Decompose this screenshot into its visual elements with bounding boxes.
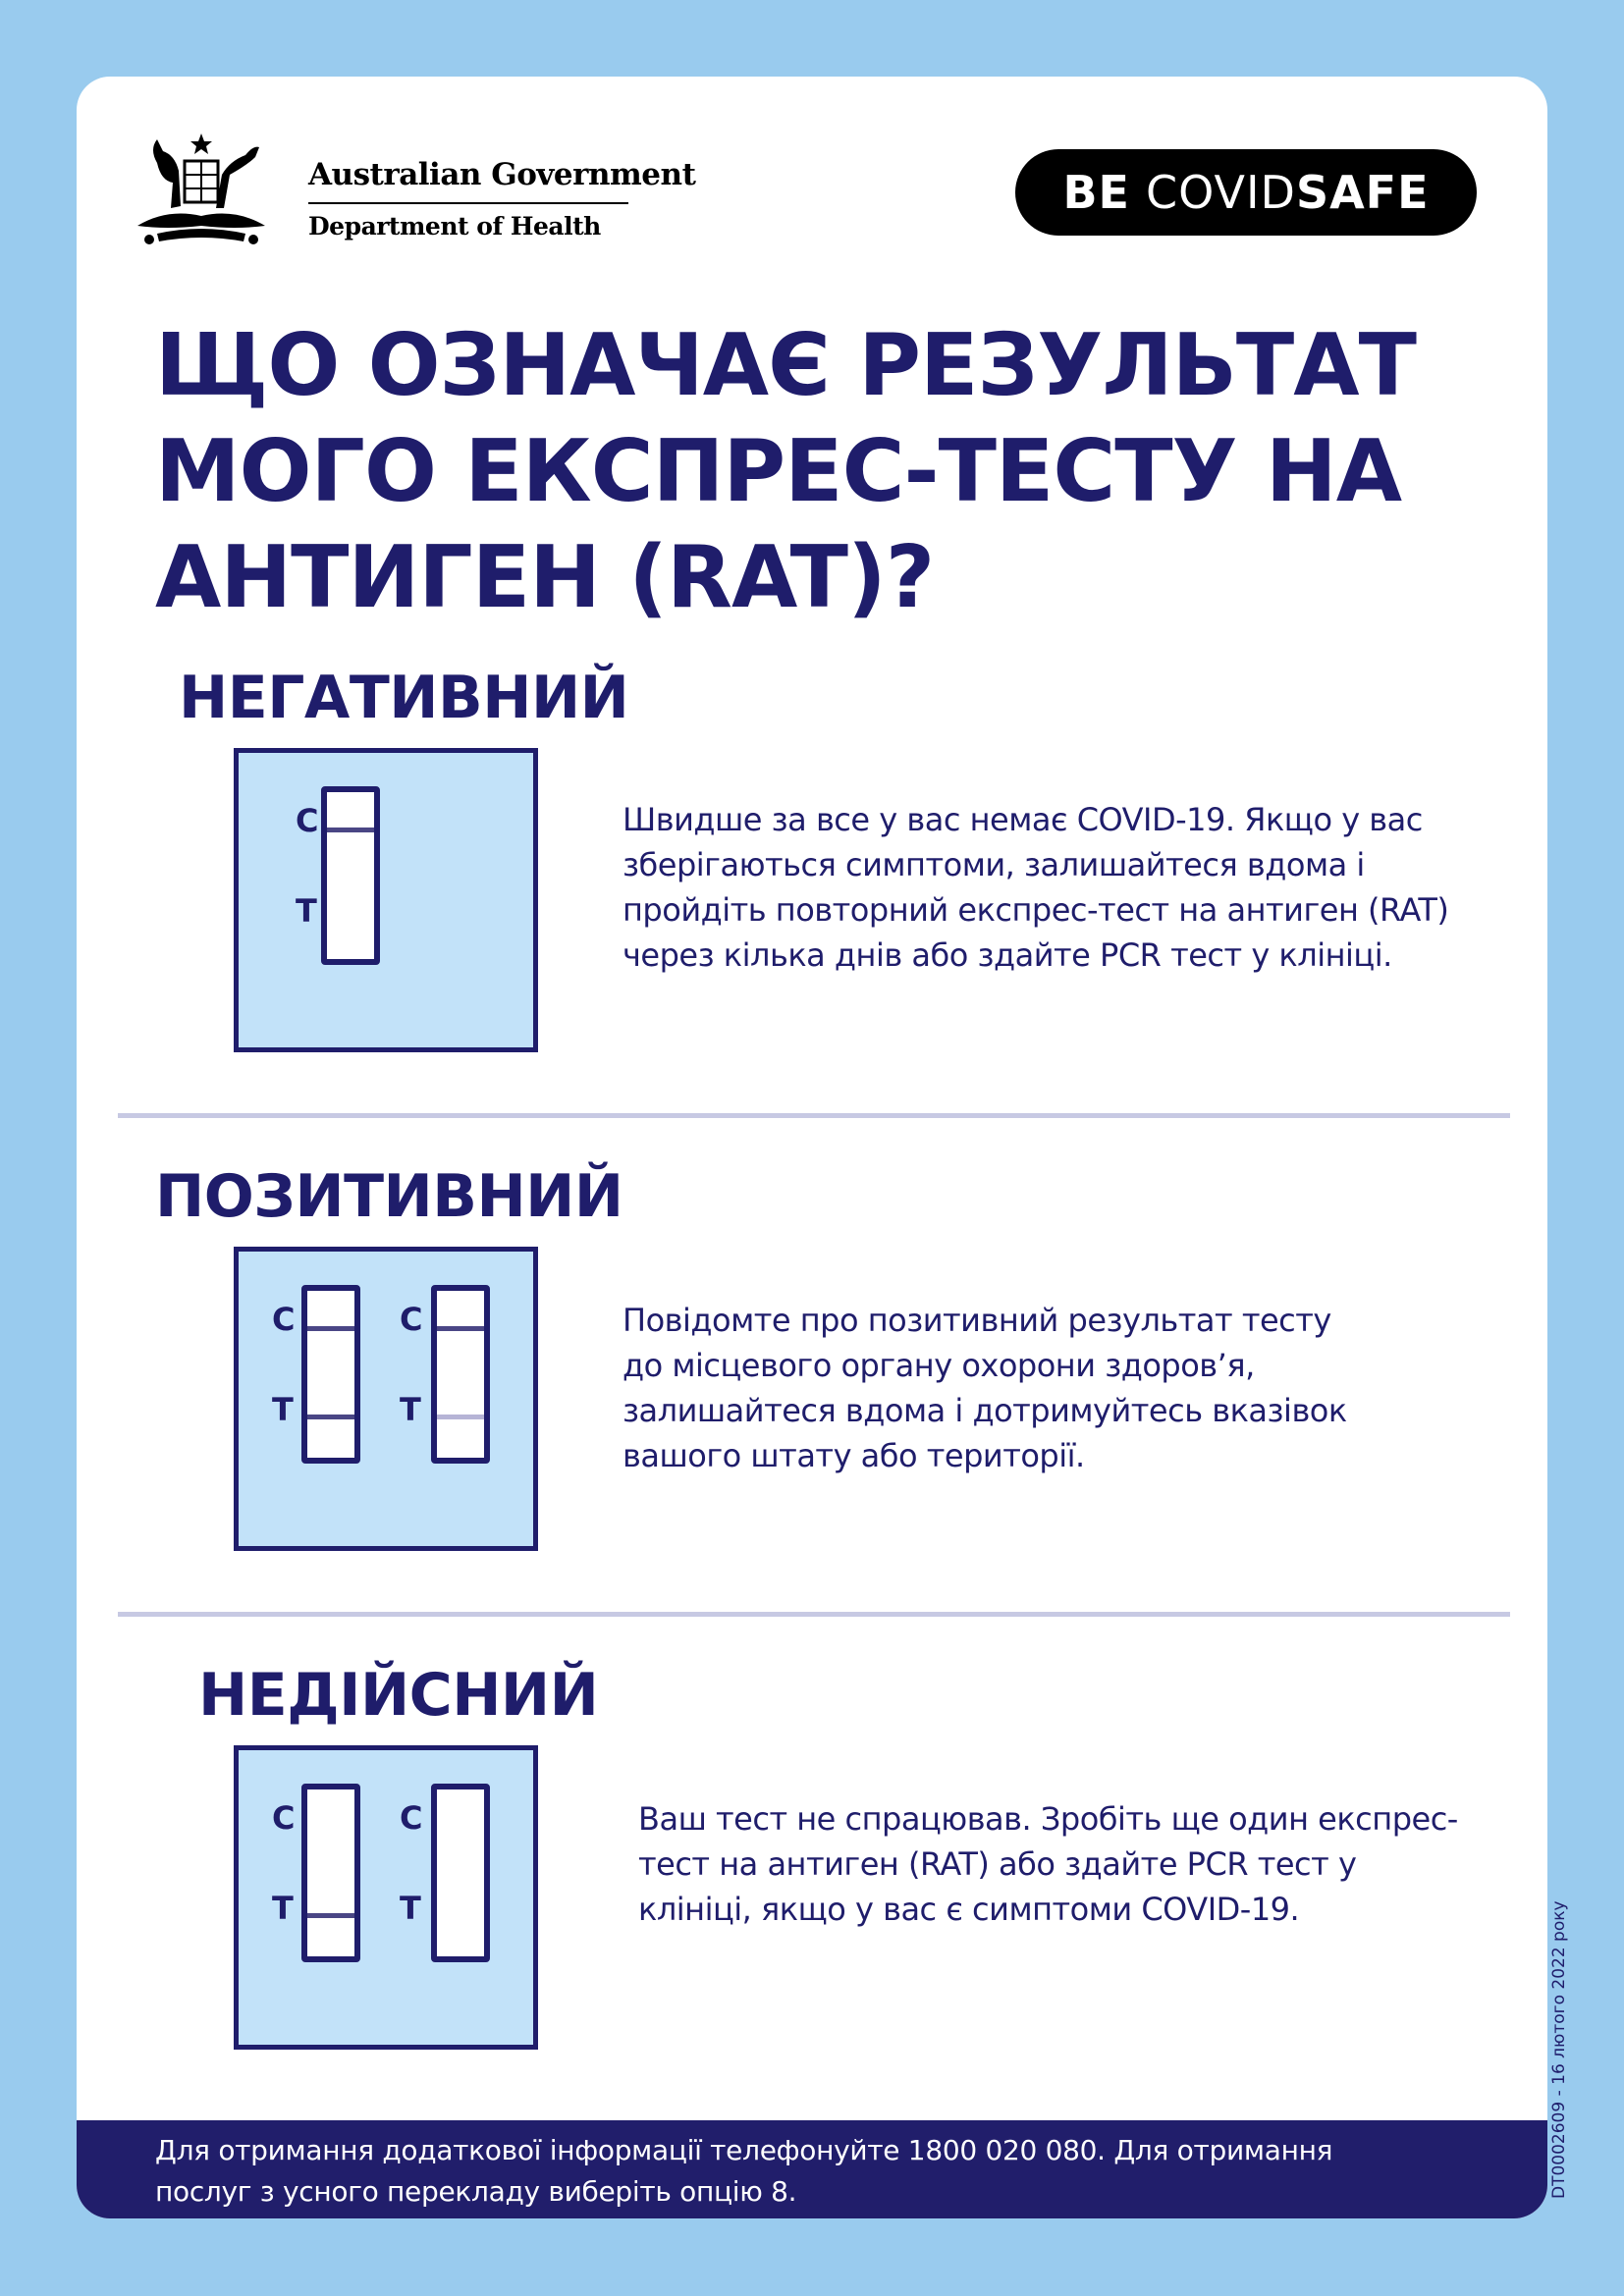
test-line (307, 1913, 354, 1918)
section-title-positive: ПОЗИТИВНИЙ (155, 1162, 623, 1231)
description-negative: Швидше за все у вас немає COVID-19. Якщо у вас зберігаються симптоми, залишайтеся вдома і пройдіть повторний експрес-тест на антиген (RAT) через кілька днів або здайте PCR тест у клініці. (623, 801, 1449, 974)
test-label: T (400, 1890, 421, 1927)
faint-test-line (437, 1415, 484, 1419)
test-strip-faint (431, 1285, 490, 1464)
test-window-positive (234, 1247, 538, 1551)
section-title-negative: НЕГАТИВНИЙ (179, 664, 629, 732)
control-line (327, 828, 374, 832)
be-covidsafe-badge (1015, 149, 1477, 236)
test-window-invalid (234, 1745, 538, 2050)
government-name: Australian Government (308, 157, 696, 192)
test-strip (321, 786, 380, 965)
test-label: T (400, 1391, 421, 1428)
control-label: C (272, 1301, 296, 1338)
section-divider (118, 1612, 1510, 1617)
test-strip-blank (431, 1784, 490, 1962)
description-invalid: Ваш тест не спрацював. Зробіть ще один експрес-тест на антиген (RAT) або здайте PCR тест у клініці, якщо у вас є симптоми COVID-19. (638, 1800, 1458, 1928)
test-strip-t-only (301, 1784, 360, 1962)
poster-card (77, 77, 1547, 2218)
test-label: T (272, 1391, 294, 1428)
control-label: C (272, 1799, 296, 1837)
control-label: C (400, 1301, 423, 1338)
test-strip-strong (301, 1285, 360, 1464)
test-label: T (272, 1890, 294, 1927)
department-name: Department of Health (308, 212, 601, 240)
badge-part-safe: SAFE (1295, 166, 1430, 219)
section-title-invalid: НЕДІЙСНИЙ (198, 1661, 599, 1730)
control-line (307, 1326, 354, 1331)
coat-of-arms-logo (128, 132, 275, 257)
badge-part-be: BE (1062, 166, 1130, 219)
control-label: C (296, 802, 319, 839)
control-line (437, 1326, 484, 1331)
test-label: T (296, 892, 317, 930)
document-reference: DT0002609 - 16 лютого 2022 року (1549, 1900, 1569, 2199)
test-line (307, 1415, 354, 1419)
footer-bar (77, 2120, 1547, 2218)
footer-contact-text: Для отримання додаткової інформації телефонуйте 1800 020 080. Для отримання послуг з усного перекладу виберіть опцію 8. (155, 2134, 1333, 2208)
control-label: C (400, 1799, 423, 1837)
logo-divider (308, 202, 628, 204)
page-title: ЩО ОЗНАЧАЄ РЕЗУЛЬТАТ МОГО ЕКСПРЕС-ТЕСТУ НА АНТИГЕН (RAT)? (155, 315, 1416, 627)
badge-part-covid: COVID (1145, 166, 1296, 219)
section-divider (118, 1113, 1510, 1118)
description-positive: Повідомте про позитивний результат тесту до місцевого органу охорони здоров’я, залишайтеся вдома і дотримуйтесь вказівок вашого штату або території. (623, 1302, 1347, 1474)
test-window-negative (234, 748, 538, 1052)
